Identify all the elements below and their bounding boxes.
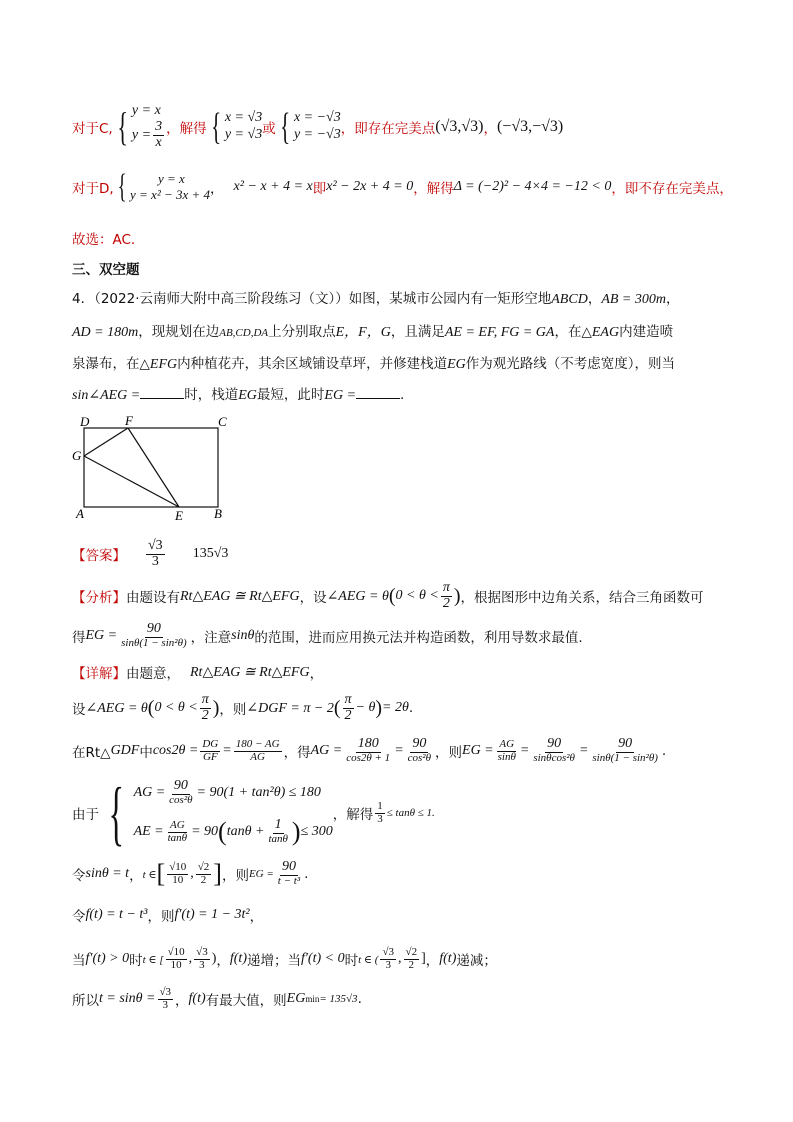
answer-line [72, 534, 228, 574]
left-brace: { [117, 168, 127, 205]
perfect-point-2: (−√3,−√3) [496, 118, 564, 135]
left-brace: { [279, 106, 290, 148]
label-g: G [72, 448, 82, 463]
analysis-line-2: 得 EG = $\frac{90}{\text{sinθ(1 − sin²θ)}}$ ，注意 sinθ 的范围，进而应用换元法并构造函数，利用导数求最值. [72, 621, 583, 650]
detail-line-2: 设 ∠AEG = θ ( 0 < θ < $\frac{\pi}{2}$ ) ，则 ∠DGF = π − 2 ( $\frac{\pi}{2}$ − θ ) = 2θ . [72, 691, 414, 723]
solution-2: x = −√3 y = −√3 [293, 110, 341, 142]
answer-blank-1 [140, 386, 184, 399]
label-d: D [80, 414, 90, 429]
detail-line-6: 令 f(t) = t − t³ ，则 f′(t) = 1 − 3t² ， [72, 907, 264, 925]
label-a: A [76, 506, 84, 521]
sys-c-eq1: y = x [131, 103, 161, 119]
detail-line-5: 令 sinθ = t ， t ∈ [ $\frac{√10}{10}$ , $\frac{√2}{2}$ ] ，则 EG = $\frac{90}{\text{t − t³}}$ . [72, 859, 309, 888]
analysis-tag: 【分析】 [72, 590, 126, 606]
detail-line-4: 由于 { AG = $\frac{90}{\text{cos²θ}}$ = 90(1 + tan²θ) ≤ 180 AE = $\frac{AG}{\tan\theta}$ = 90 ( tanθ + $\frac{1}{\tan\theta}$ ) ≤ 300 ，解得 $\frac{1}{3}$ ≤ tanθ ≤ 1. [72, 773, 435, 853]
problem-line-2: AD = 180m，现规划在边AB,CD,DA上分别取点E，F，G，且满足AE = EF, FG = GA，在△EAG内建造喷 [72, 324, 674, 340]
segment-ge [84, 456, 179, 507]
perfect-point-text: ，即存在完美点 [340, 121, 436, 137]
segment-gf [84, 428, 128, 456]
label-b: B [214, 506, 222, 521]
label-f: F [125, 413, 133, 428]
sys-c-eq2: y = $\frac{3}{x}$ [131, 119, 163, 150]
left-brace: { [108, 773, 125, 853]
equation-1: x² − x + 4 = x [233, 179, 313, 194]
problem-line-1: 4．（2022·云南师大附中高三阶段练习（文））如图，某城市公园内有一矩形空地ABCD，AB = 300m， [72, 291, 680, 307]
left-brace: { [117, 104, 128, 149]
answer-tag: 【答案】 [72, 548, 126, 564]
segment-fe [128, 428, 179, 507]
answer-1: $\frac{√3}{3}$ [148, 537, 163, 569]
section-heading: 三、双空题 [72, 262, 140, 278]
rectangle-figure [68, 412, 238, 524]
analysis-line-1: 【分析】 由题设有 Rt△EAG ≅ Rt△EFG ，设 ∠AEG = θ ( 0 < θ < $\frac{\pi}{2}$ ) ，根据图形中边角关系，结合三角函数可 [72, 579, 704, 611]
choose-answer: 故选：AC. [72, 232, 136, 248]
label-e: E [175, 508, 183, 523]
answer-2: 135√3 [192, 546, 229, 561]
detail-line-8: 所以 t = sinθ = $\frac{√3}{3}$ ， f(t) 有最大值，则 EG min = 135√3 . [72, 985, 362, 1011]
discriminant: Δ = (−2)² − 4×4 = −12 < 0 [453, 179, 612, 194]
detail-line-3: 在Rt△ GDF 中 cos2θ = $\frac{DG}{GF}$ = $\frac{180 - AG}{AG}$ ，得 AG = $\frac{180}{\cos 2\theta + 1}$ = $\frac{90}{\text{cos²θ}}$ ，则 EG = $\frac{AG}{\sin\theta}$ = $\frac{90}{\text{sinθcos²θ}}$ = $\frac{90}{\text{sinθ(1 − sin²θ)}}$ . [72, 736, 667, 765]
detail-line-7: 当 f′(t) > 0 时 t ∈ [ $\frac{√10}{10}$ , $\frac{√3}{3}$ ) ， f(t) 递增；当 f′(t) < 0 时 t ∈ ( $\frac{√3}{3}$ , $\frac{√2}{2}$ ] ， f(t) 递减； [72, 945, 497, 971]
answer-blank-2 [356, 386, 400, 399]
system-c [132, 103, 166, 150]
problem-line-3: 泉瀑布，在△EFG内种植花卉，其余区域铺设草坪，并修建栈道EG作为观光路线（不考虑宽度），则当 [72, 356, 676, 372]
detail-tag: 【详解】 [72, 666, 126, 682]
option-c-lead: 对于C, [72, 121, 113, 137]
rectangle-abcd [84, 428, 218, 507]
or-text: 或 [262, 121, 276, 137]
left-brace: { [210, 106, 221, 148]
option-d-lead: 对于D, [72, 181, 114, 197]
system-d: y = x y = x² − 3x + 4 [130, 171, 211, 202]
line-option-d: 对于D, { y = x y = x² − 3x + 4 ， x² − x + 4 = x 即 x² − 2x + 4 = 0 ，解得 Δ = (−2)² − 4×4 = −12 < 0 ，即不存在完美点， [72, 168, 733, 205]
solve-text: ，解得 [166, 121, 207, 137]
constraint-system: AG = $\frac{90}{\text{cos²θ}}$ = 90(1 + tan²θ) ≤ 180 AE = $\frac{AG}{\tan\theta}$ = 90 ( tanθ + $\frac{1}{\tan\theta}$ ) ≤ 300 [133, 778, 333, 847]
solution-1: x = √3 y = √3 [224, 110, 263, 142]
problem-line-4: sin∠AEG = 时，栈道EG最短，此时EG = . [72, 387, 405, 403]
equation-2: x² − 2x + 4 = 0 [326, 179, 414, 194]
perfect-point-1: (√3,√3) [435, 118, 484, 135]
label-c: C [218, 414, 227, 429]
line-option-c: 对于C, { y = x y = $\frac{3}{x}$ ，解得 { x = √3 y = √3 或 { x = −√3 y = −√3 ，即存在完美点 (√3,√3) ， (−√3,−√3) [72, 103, 564, 150]
detail-line-1: 【详解】 由题意， Rt△EAG ≅ Rt△EFG ， [72, 661, 323, 683]
